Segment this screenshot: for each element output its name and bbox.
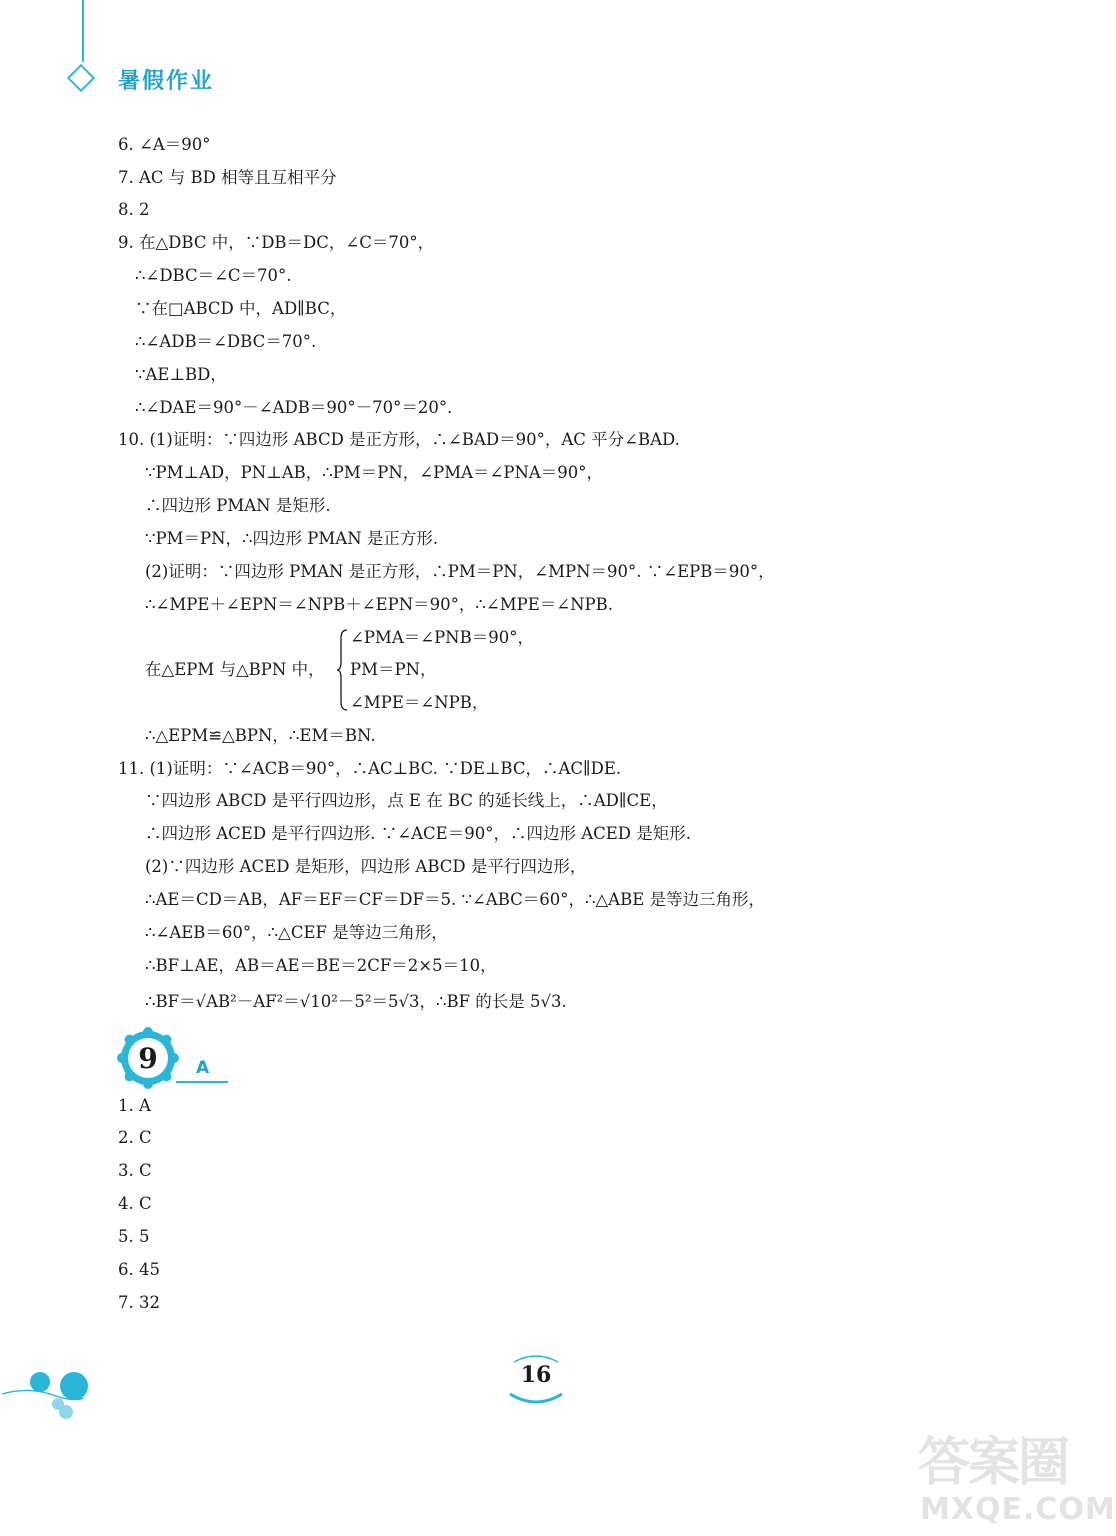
answer-line: 8. 2 bbox=[118, 200, 150, 219]
answer-line: (2)∵四边形 ACED 是矩形，四边形 ABCD 是平行四边形， bbox=[145, 857, 587, 876]
answer-line: ∵PM⊥AD，PN⊥AB，∴PM＝PN，∠PMA＝∠PNA＝90°， bbox=[145, 463, 604, 482]
diamond-icon bbox=[67, 64, 95, 92]
answer-line: 7. AC 与 BD 相等且互相平分 bbox=[118, 168, 337, 187]
watermark-logo: 答案圈 bbox=[918, 1433, 1069, 1493]
answer-line: 9. 在△DBC 中，∵DB＝DC，∠C＝70°， bbox=[118, 233, 435, 252]
answer-line: ∵AE⊥BD， bbox=[135, 365, 227, 384]
answer-line: ∵四边形 ABCD 是平行四边形，点 E 在 BC 的延长线上，∴AD∥CE， bbox=[145, 791, 668, 810]
answer-line: 1. A bbox=[118, 1096, 151, 1115]
answer-line: ∴BF＝√AB²－AF²＝√10²－5²＝5√3，∴BF 的长是 5√3. bbox=[145, 992, 567, 1011]
answer-line: 6. 45 bbox=[118, 1260, 160, 1279]
answer-line: ∵PM＝PN，∴四边形 PMAN 是正方形. bbox=[145, 529, 439, 548]
answer-line: ∴∠MPE＋∠EPN＝∠NPB＋∠EPN＝90°，∴∠MPE＝∠NPB. bbox=[145, 595, 614, 614]
answer-line: 在△EPM 与△BPN 中， bbox=[145, 660, 325, 679]
answer-line: 2. C bbox=[118, 1128, 152, 1147]
system-brace bbox=[337, 628, 349, 712]
answer-line: 5. 5 bbox=[118, 1227, 150, 1246]
section-underline bbox=[176, 1081, 228, 1083]
answer-line: 10. (1)证明：∵四边形 ABCD 是正方形，∴∠BAD＝90°，AC 平分∠BAD. bbox=[118, 430, 680, 449]
answer-line: ∴BF⊥AE，AB＝AE＝BE＝2CF＝2×5＝10， bbox=[145, 956, 497, 975]
answer-line: 4. C bbox=[118, 1194, 152, 1213]
answer-line: ∴∠ADB＝∠DBC＝70°. bbox=[135, 332, 317, 351]
answer-line: ∴AE＝CD＝AB，AF＝EF＝CF＝DF＝5. ∵∠ABC＝60°，∴△ABE 是等边三角形， bbox=[145, 890, 766, 909]
answer-line: 7. 32 bbox=[118, 1293, 160, 1312]
section-letter: A bbox=[196, 1058, 210, 1078]
answer-line: ∴四边形 PMAN 是矩形. bbox=[145, 496, 331, 515]
bubbles-decoration-icon bbox=[0, 1360, 100, 1430]
section-badge bbox=[118, 1028, 178, 1088]
answer-line: ∴∠DBC＝∠C＝70°. bbox=[135, 266, 292, 285]
watermark bbox=[918, 1420, 1116, 1530]
answer-line: ∴四边形 ACED 是平行四边形. ∵∠ACE＝90°，∴四边形 ACED 是矩形. bbox=[145, 824, 691, 843]
answer-line: PM＝PN， bbox=[350, 660, 437, 679]
answer-line: (2)证明：∵四边形 PMAN 是正方形，∴PM＝PN，∠MPN＝90°. ∵∠EPB＝90°， bbox=[145, 562, 775, 581]
answer-line: 6. ∠A＝90° bbox=[118, 135, 211, 154]
answer-line: ∴∠DAE＝90°－∠ADB＝90°－70°＝20°. bbox=[135, 398, 453, 417]
header-vertical-line bbox=[82, 0, 84, 62]
watermark-url: MXQE.COM bbox=[920, 1492, 1116, 1527]
answer-line: ∴△EPM≌△BPN，∴EM＝BN. bbox=[145, 726, 376, 745]
answer-line: ∵在□ABCD 中，AD∥BC， bbox=[135, 299, 347, 318]
page-number: 16 bbox=[520, 1362, 552, 1388]
answer-line: ∴∠AEB＝60°，∴△CEF 是等边三角形， bbox=[145, 923, 448, 942]
answer-line: ∠MPE＝∠NPB， bbox=[350, 693, 489, 712]
answer-line: ∠PMA＝∠PNB＝90°， bbox=[350, 628, 534, 647]
header-title: 暑假作业 bbox=[118, 69, 215, 94]
answer-line: 3. C bbox=[118, 1161, 152, 1180]
section-number: 9 bbox=[138, 1041, 158, 1075]
answer-line: 11. (1)证明：∵∠ACB＝90°，∴AC⊥BC. ∵DE⊥BC，∴AC∥DE. bbox=[118, 759, 622, 778]
